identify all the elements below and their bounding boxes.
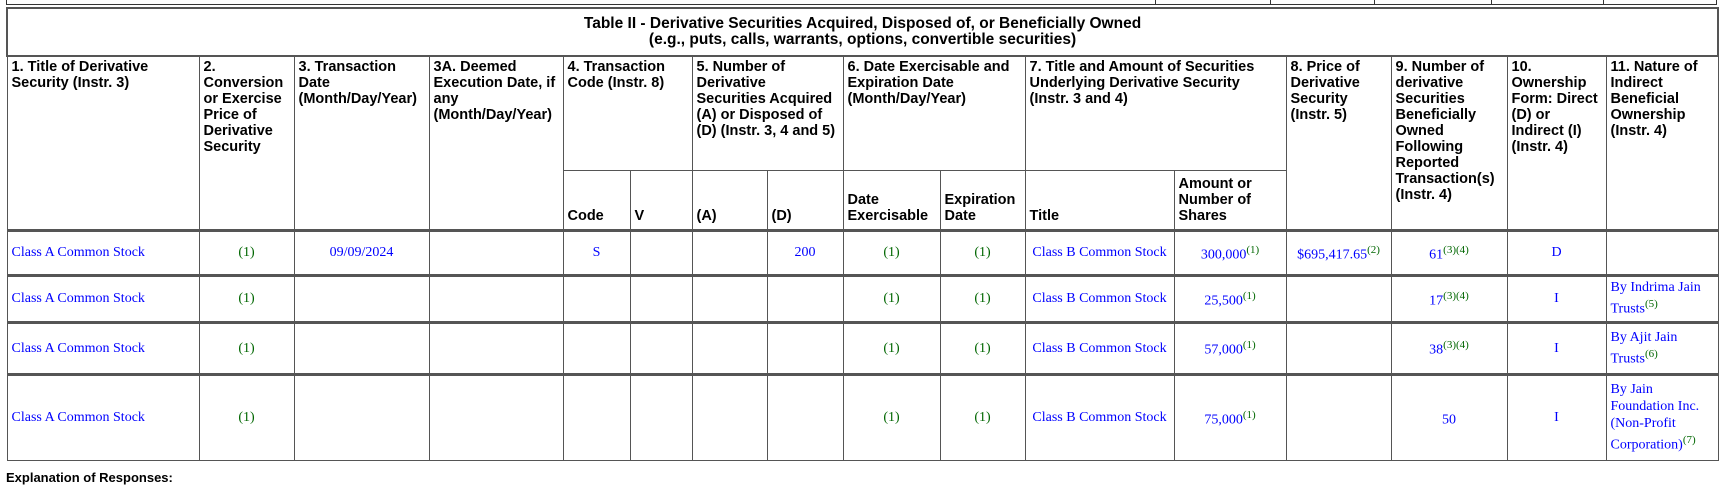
header-price: 8. Price of Derivative Security (Instr. 5) xyxy=(1286,56,1391,230)
nature-text: By Ajit Jain Trusts xyxy=(1610,329,1678,367)
cell-date xyxy=(294,322,429,374)
conv-text: (1) xyxy=(238,340,255,356)
title-text: Class A Common Stock xyxy=(11,291,145,306)
cell-underlying-title xyxy=(1025,374,1174,460)
nature-text: By Indrima Jain Trusts xyxy=(1610,280,1701,317)
cell-acquired xyxy=(692,275,767,322)
table-row xyxy=(7,230,1718,275)
conv-text: (1) xyxy=(238,410,255,425)
header-transaction-code: 4. Transaction Code (Instr. 8) xyxy=(563,56,692,170)
cell-nature xyxy=(1606,374,1718,460)
cell-title xyxy=(7,374,199,460)
footnote-ref: (3)(4) xyxy=(1443,289,1469,302)
cell-nature xyxy=(1606,275,1718,322)
footnote-ref: (3)(4) xyxy=(1443,243,1469,256)
cell-date xyxy=(294,374,429,460)
footnote-ref: (6) xyxy=(1645,347,1658,360)
cell-amount xyxy=(1174,322,1286,374)
cell-nature xyxy=(1606,322,1718,374)
cell-disposed xyxy=(767,374,843,460)
cell-acquired xyxy=(692,374,767,460)
header-ownership-form: 10. Ownership Form: Direct (D) or Indirect (I) (Instr. 4) xyxy=(1507,56,1606,230)
cell-disposed xyxy=(767,275,843,322)
cell-amount xyxy=(1174,374,1286,460)
exp-text: (1) xyxy=(974,340,991,356)
table-row xyxy=(7,275,1718,322)
owned-text: 17 xyxy=(1429,293,1444,309)
exp-text: (1) xyxy=(974,291,991,306)
footnote-ref: (1) xyxy=(1246,243,1260,256)
cell-v xyxy=(630,374,692,460)
subheader-amount: Amount or Number of Shares xyxy=(1174,170,1286,230)
cell-expiration xyxy=(940,275,1025,322)
exp-text: (1) xyxy=(974,410,991,425)
header-title: 1. Title of Derivative Security (Instr. 3) xyxy=(7,56,199,230)
cell-deemed xyxy=(429,230,563,275)
header-number-securities: 5. Number of Derivative Securities Acquired (A) or Disposed of (D) (Instr. 3, 4 and 5) xyxy=(692,56,843,170)
amount-text: 57,000 xyxy=(1204,342,1243,358)
und_title-text: Class B Common Stock xyxy=(1032,245,1167,260)
cell-conversion xyxy=(199,322,294,374)
cell-title xyxy=(7,275,199,322)
footnote-ref: (5) xyxy=(1645,298,1658,311)
code-text: S xyxy=(592,245,601,260)
cell-v xyxy=(630,230,692,275)
cell-code xyxy=(563,322,630,374)
cell-price xyxy=(1286,374,1391,460)
form-text: I xyxy=(1554,340,1559,356)
header-transaction-date: 3. Transaction Date (Month/Day/Year) xyxy=(294,56,429,230)
conv-text: (1) xyxy=(238,291,255,306)
header-nature: 11. Nature of Indirect Beneficial Ownership (Instr. 4) xyxy=(1606,56,1718,230)
cell-date xyxy=(294,230,429,275)
cell-expiration xyxy=(940,322,1025,374)
und_title-text: Class B Common Stock xyxy=(1032,340,1167,356)
exp-text: (1) xyxy=(974,245,991,260)
cell-disposed xyxy=(767,322,843,374)
nature-text: By Jain Foundation Inc. (Non-Profit Corporation) xyxy=(1610,382,1700,453)
title-text: Class A Common Stock xyxy=(11,340,145,356)
cell-underlying-title xyxy=(1025,322,1174,374)
owned-text: 61 xyxy=(1429,247,1444,263)
form-text: D xyxy=(1551,245,1562,260)
cell-price xyxy=(1286,275,1391,322)
amount-text: 25,500 xyxy=(1204,293,1243,309)
cell-deemed xyxy=(429,275,563,322)
cell-amount xyxy=(1174,230,1286,275)
title-text: Class A Common Stock xyxy=(11,410,145,425)
cell-underlying-title xyxy=(1025,230,1174,275)
cell-code xyxy=(563,275,630,322)
cell-form xyxy=(1507,230,1606,275)
subheader-title: Title xyxy=(1025,170,1174,230)
cell-owned xyxy=(1391,275,1507,322)
cell-date-exercisable xyxy=(843,275,940,322)
cell-owned xyxy=(1391,322,1507,374)
cell-date-exercisable xyxy=(843,374,940,460)
cell-title xyxy=(7,322,199,374)
header-deemed-date: 3A. Deemed Execution Date, if any (Month/Day/Year) xyxy=(429,56,563,230)
cell-price xyxy=(1286,322,1391,374)
cell-title xyxy=(7,230,199,275)
cell-deemed xyxy=(429,374,563,460)
cell-nature xyxy=(1606,230,1718,275)
table-title: Table II - Derivative Securities Acquired, Disposed of, or Beneficially Owned (e.g., puts, calls, warrants, options, convertible securities) xyxy=(7,8,1718,56)
cell-date xyxy=(294,275,429,322)
amount-text: 75,000 xyxy=(1204,412,1243,428)
cell-price xyxy=(1286,230,1391,275)
owned-text: 38 xyxy=(1429,342,1444,358)
footnote-ref: (3)(4) xyxy=(1443,339,1469,352)
cell-expiration xyxy=(940,374,1025,460)
cell-v xyxy=(630,275,692,322)
form-text: I xyxy=(1554,410,1559,425)
cell-conversion xyxy=(199,374,294,460)
cell-deemed xyxy=(429,322,563,374)
und_title-text: Class B Common Stock xyxy=(1032,410,1167,425)
cell-owned xyxy=(1391,230,1507,275)
subheader-d: (D) xyxy=(767,170,843,230)
disposed-text: 200 xyxy=(794,245,816,260)
owned-text: 50 xyxy=(1442,412,1456,428)
subheader-date-exercisable: Date Exercisable xyxy=(843,170,940,230)
form-text: I xyxy=(1554,291,1559,306)
cell-v xyxy=(630,322,692,374)
cell-conversion xyxy=(199,230,294,275)
cell-underlying-title xyxy=(1025,275,1174,322)
cell-form xyxy=(1507,322,1606,374)
date-text: 09/09/2024 xyxy=(329,245,394,260)
date_ex-text: (1) xyxy=(883,410,900,425)
cell-acquired xyxy=(692,230,767,275)
amount-text: 300,000 xyxy=(1200,247,1247,263)
header-owned: 9. Number of derivative Securities Beneficially Owned Following Reported Transaction(s) (Instr. 4) xyxy=(1391,56,1507,230)
title-text: Class A Common Stock xyxy=(11,245,145,260)
footnote-ref: (2) xyxy=(1367,243,1380,256)
table-row xyxy=(7,322,1718,374)
subheader-code: Code xyxy=(563,170,630,230)
cell-disposed xyxy=(767,230,843,275)
footnote-ref: (1) xyxy=(1242,408,1256,421)
subheader-a: (A) xyxy=(692,170,767,230)
subheader-v: V xyxy=(630,170,692,230)
price-text: $695,417.65 xyxy=(1297,247,1368,263)
cell-amount xyxy=(1174,275,1286,322)
conv-text: (1) xyxy=(238,245,255,260)
header-date-exercisable: 6. Date Exercisable and Expiration Date (Month/Day/Year) xyxy=(843,56,1025,170)
header-conversion-price: 2. Conversion or Exercise Price of Derivative Security xyxy=(199,56,294,230)
subheader-expiration: Expiration Date xyxy=(940,170,1025,230)
und_title-text: Class B Common Stock xyxy=(1032,291,1167,306)
table-row xyxy=(7,374,1718,460)
cell-acquired xyxy=(692,322,767,374)
cell-form xyxy=(1507,275,1606,322)
cell-date-exercisable xyxy=(843,230,940,275)
cell-owned xyxy=(1391,374,1507,460)
footnote-ref: (1) xyxy=(1242,339,1256,352)
date_ex-text: (1) xyxy=(883,245,900,260)
derivative-securities-table xyxy=(6,7,1719,461)
date_ex-text: (1) xyxy=(883,291,900,306)
cell-date-exercisable xyxy=(843,322,940,374)
date_ex-text: (1) xyxy=(883,340,900,356)
footnote-ref: (7) xyxy=(1682,434,1696,447)
header-underlying: 7. Title and Amount of Securities Underlying Derivative Security (Instr. 3 and 4) xyxy=(1025,56,1286,170)
previous-table-bottom-edge xyxy=(6,0,1717,5)
cell-code xyxy=(563,230,630,275)
footnote-ref: (1) xyxy=(1242,289,1256,302)
cell-expiration xyxy=(940,230,1025,275)
explanation-heading: Explanation of Responses: xyxy=(6,470,173,485)
cell-form xyxy=(1507,374,1606,460)
cell-code xyxy=(563,374,630,460)
cell-conversion xyxy=(199,275,294,322)
